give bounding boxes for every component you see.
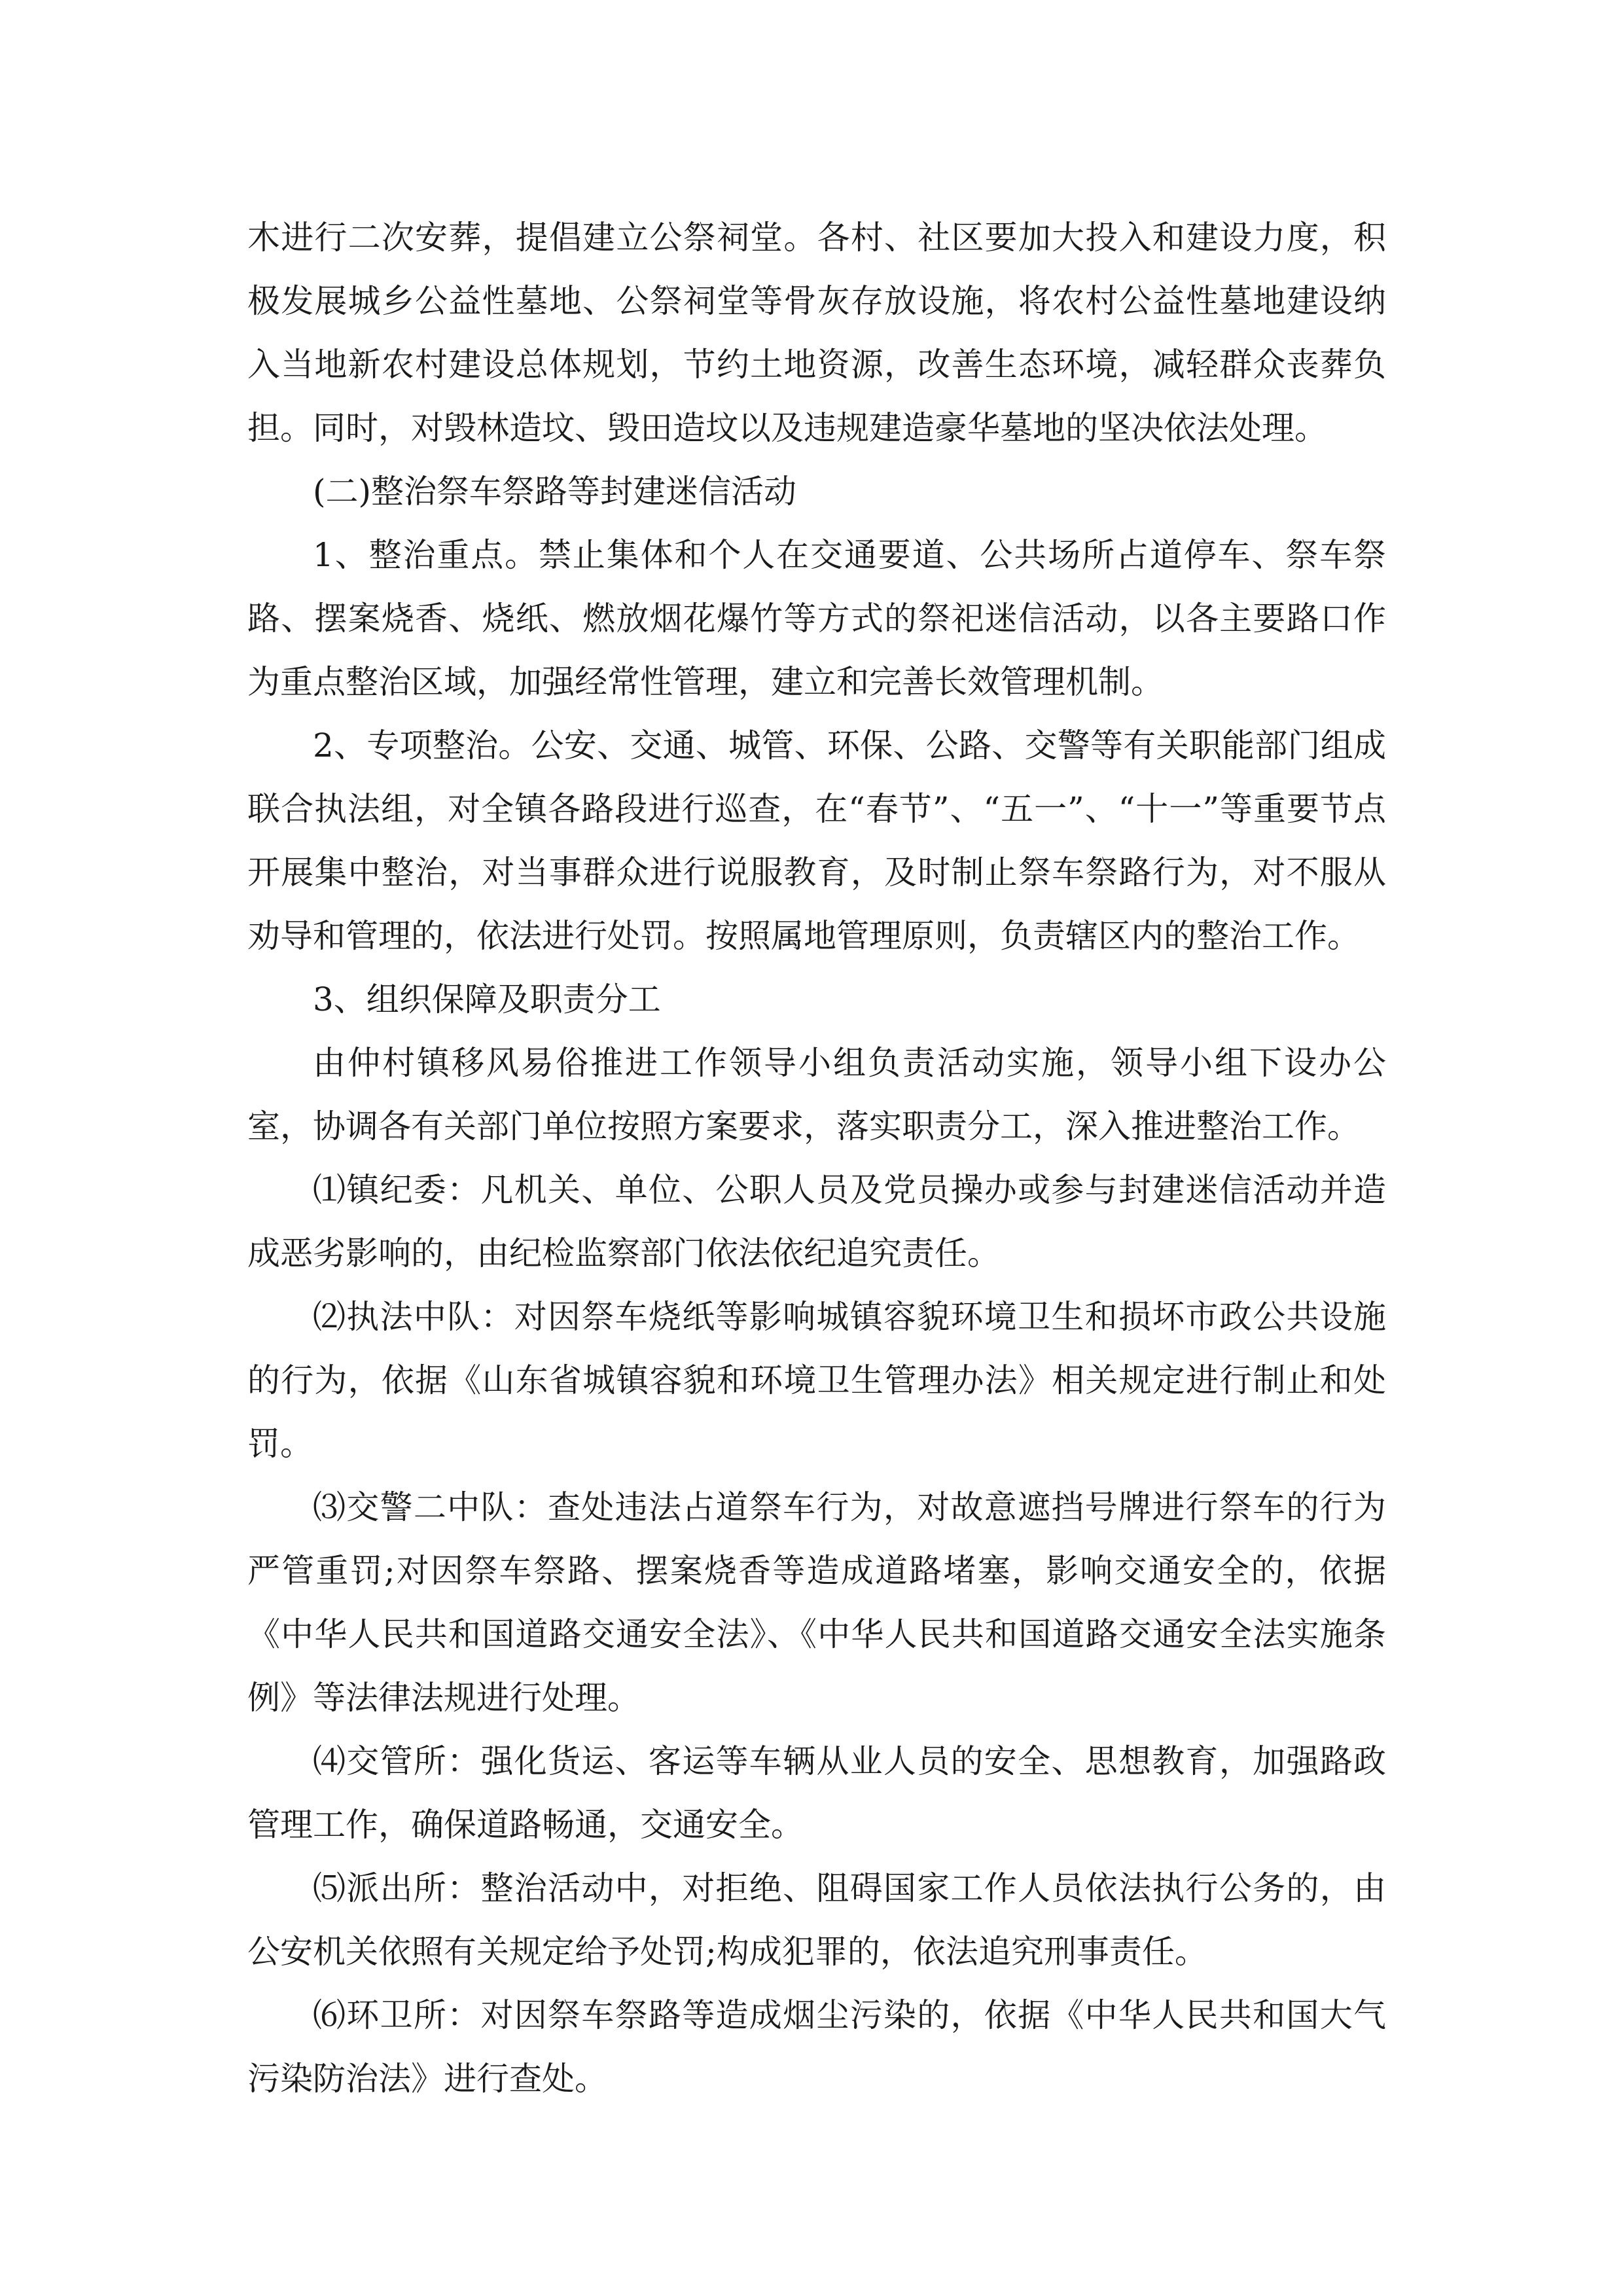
paragraph-burial-continuation: 木进行二次安葬，提倡建立公祭祠堂。各村、社区要加大投入和建设力度，积极发展城乡公益性墓地、公祭祠堂等骨灰存放设施，将农村公益性墓地建设纳入当地新农村建设总体规划，节约土地资源，改善生态环境，减轻群众丧葬负担。同时，对毁林造坟、毁田造坟以及违规建造豪华墓地的坚决依法处理。 xyxy=(247,219,1386,447)
paragraph-law-enforcement: ⑵执法中队：对因祭车烧纸等影响城镇容貌环境卫生和损坏市政公共设施的行为，依据《山东省城镇容貌和环境卫生管理办法》相关规定进行制止和处罚。 xyxy=(247,1298,1386,1463)
paragraph-leadership-group: 由仲村镇移风易俗推进工作领导小组负责活动实施，领导小组下设办公室，协调各有关部门单位按照方案要求，落实职责分工，深入推进整治工作。 xyxy=(247,1044,1386,1145)
paragraph-traffic-management: ⑷交管所：强化货运、客运等车辆从业人员的安全、思想教育，加强路政管理工作，确保道路畅通，交通安全。 xyxy=(247,1742,1386,1844)
paragraph-discipline-committee: ⑴镇纪委：凡机关、单位、公职人员及党员操办或参与封建迷信活动并造成恶劣影响的，由纪检监察部门依法依纪追究责任。 xyxy=(247,1171,1386,1272)
document-body xyxy=(247,206,1386,2111)
subheading-organization: 3、组织保障及职责分工 xyxy=(313,980,661,1018)
section-heading-superstition: (二)整治祭车祭路等封建迷信活动 xyxy=(313,473,797,511)
paragraph-sanitation: ⑹环卫所：对因祭车祭路等造成烟尘污染的，依据《中华人民共和国大气污染防治法》进行查处。 xyxy=(247,1996,1386,2098)
paragraph-special-rectification: 2、专项整治。公安、交通、城管、环保、公路、交警等有关职能部门组成联合执法组，对全镇各路段进行巡查，在“春节”、“五一”、“十一”等重要节点开展集中整治，对当事群众进行说服教育，及时制止祭车祭路行为，对不服从劝导和管理的，依法进行处罚。按照属地管理原则，负责辖区内的整治工作。 xyxy=(247,726,1386,955)
paragraph-police-station: ⑸派出所：整治活动中，对拒绝、阻碍国家工作人员依法执行公务的，由公安机关依照有关规定给予处罚;构成犯罪的，依法追究刑事责任。 xyxy=(247,1869,1386,1971)
paragraph-traffic-police: ⑶交警二中队：查处违法占道祭车行为，对故意遮挡号牌进行祭车的行为严管重罚;对因祭车祭路、摆案烧香等造成道路堵塞，影响交通安全的，依据《中华人民共和国道路交通安全法》、《中华人民共和国道路交通安全法实施条例》等法律法规进行处理。 xyxy=(247,1488,1386,1717)
paragraph-key-points: 1、整治重点。禁止集体和个人在交通要道、公共场所占道停车、祭车祭路、摆案烧香、烧纸、燃放烟花爆竹等方式的祭祀迷信活动，以各主要路口作为重点整治区域，加强经常性管理，建立和完善长效管理机制。 xyxy=(247,536,1386,701)
